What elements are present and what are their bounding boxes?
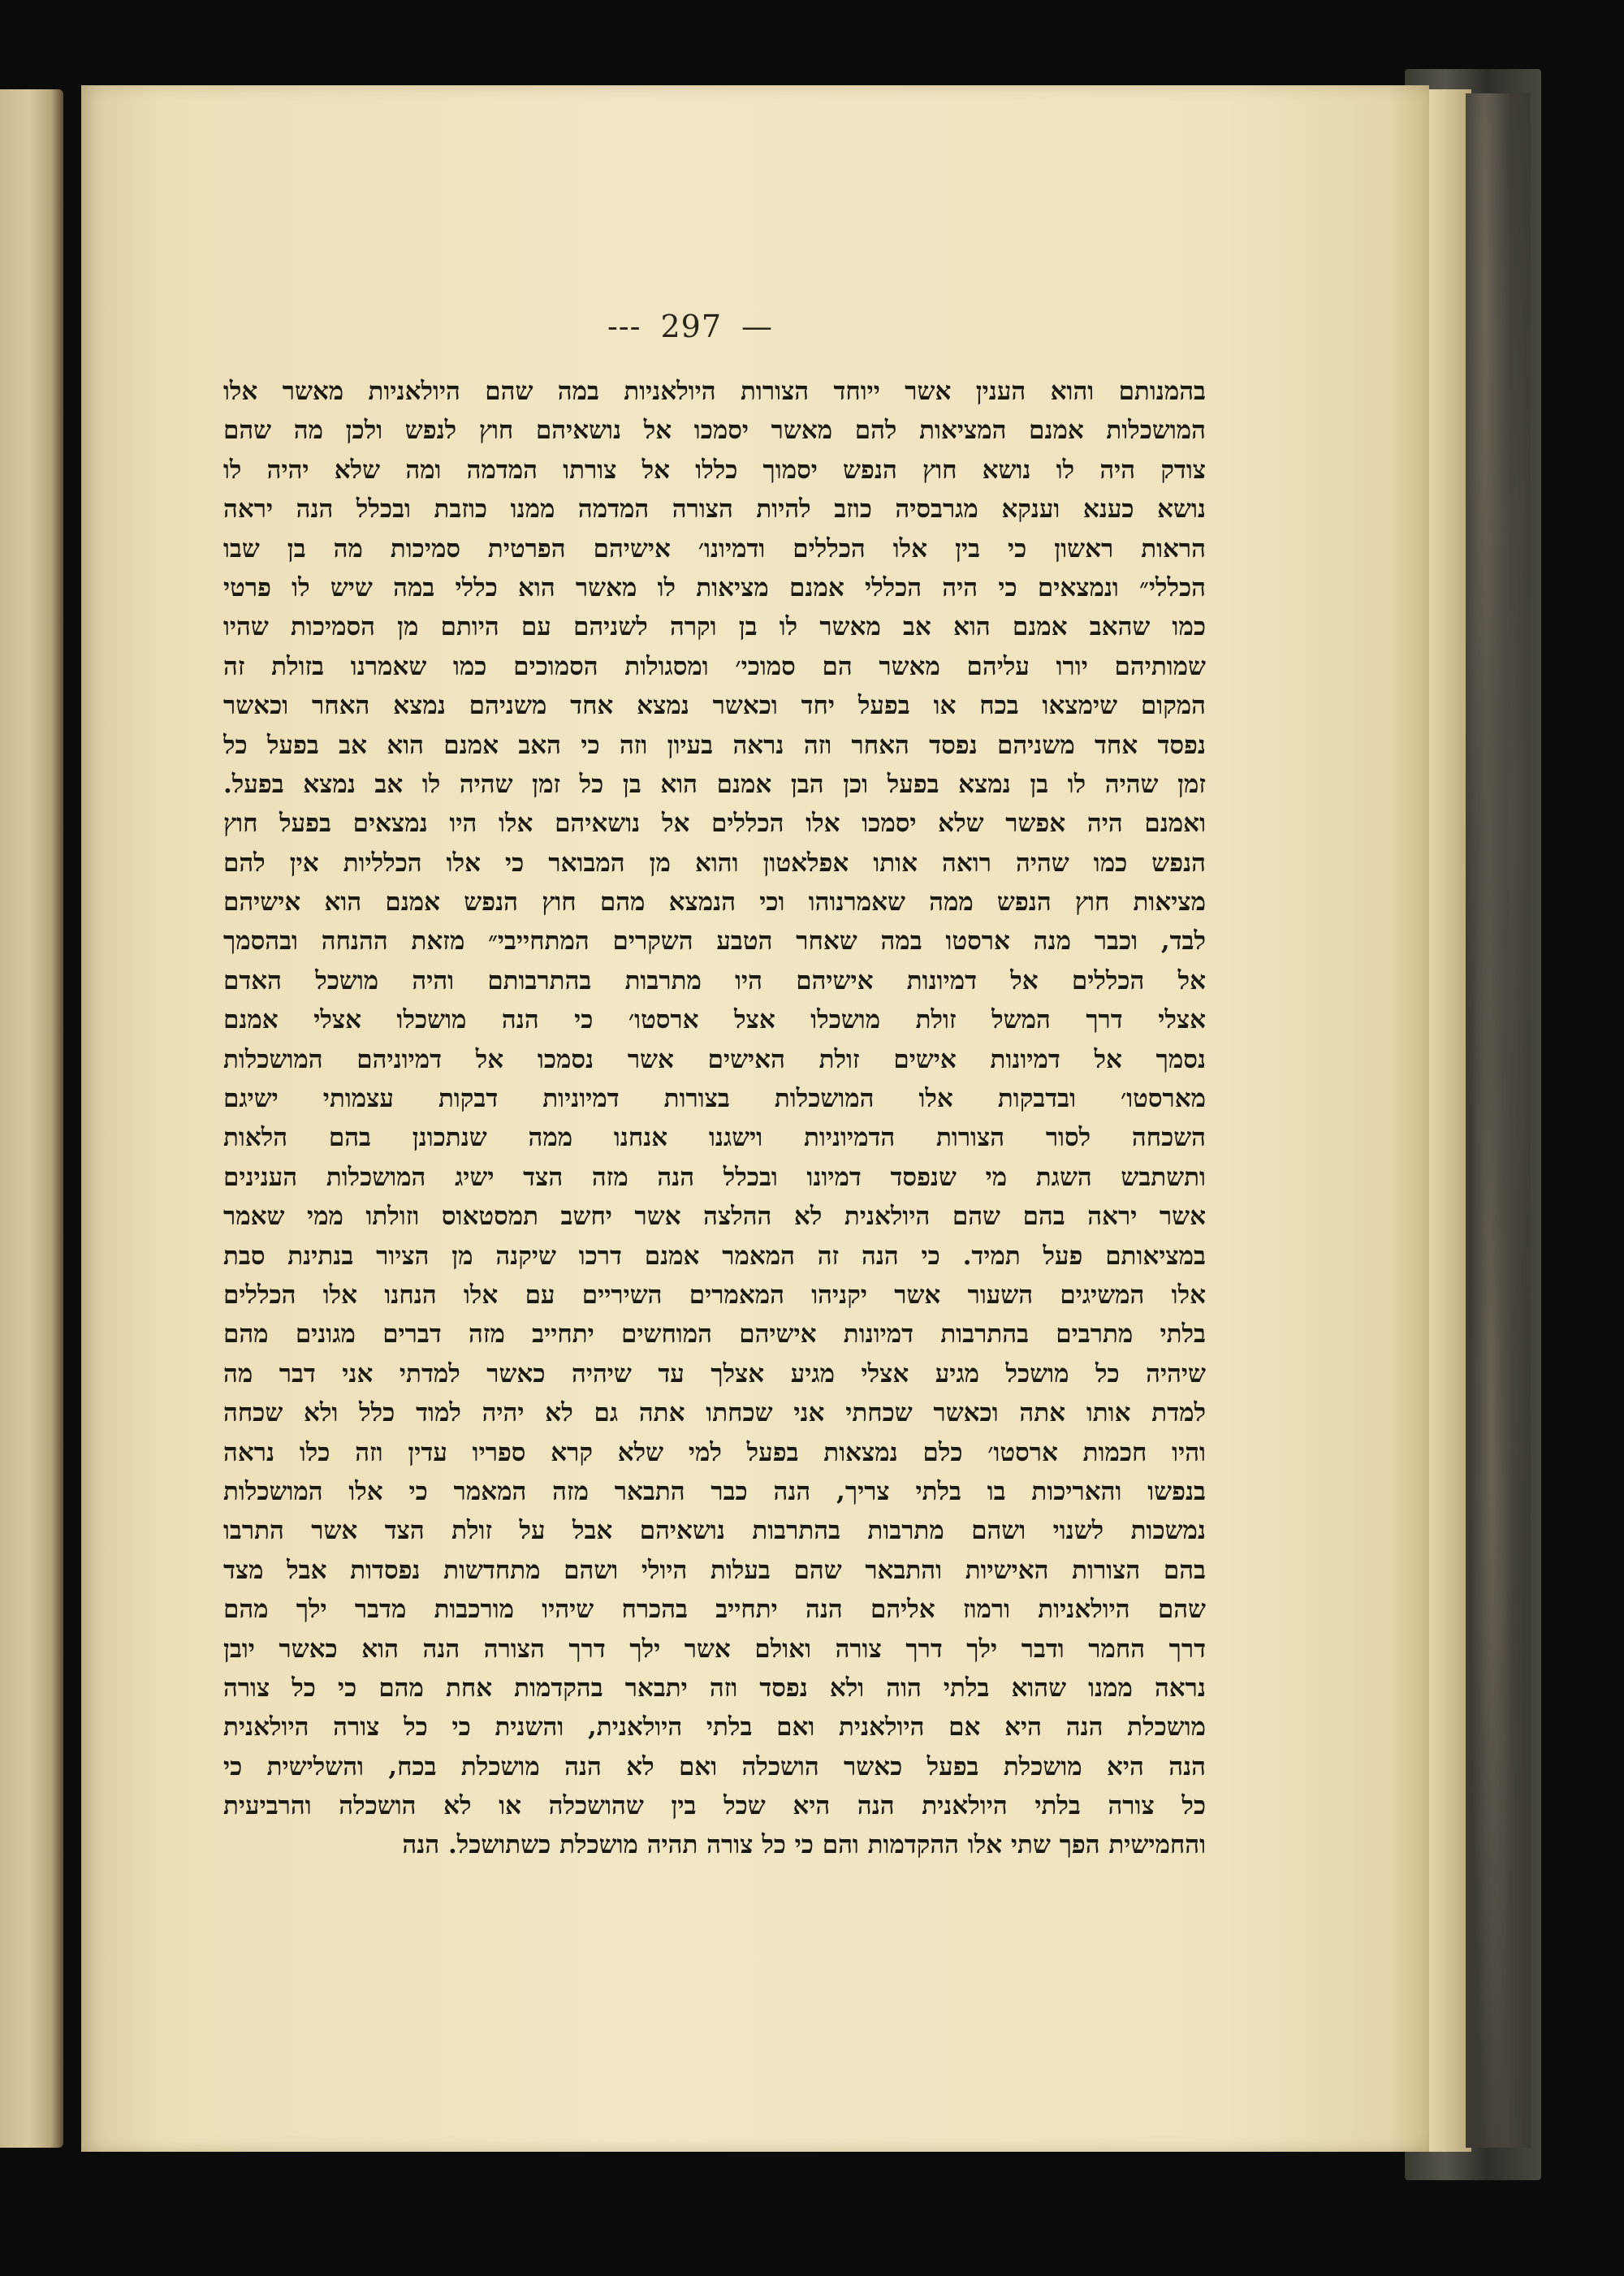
text-line: נסמך אל דמיונות אישים זולת האישים אשר נסמכו אל דמיוניהם המושכלות	[223, 1044, 1206, 1074]
text-line: לבד, וכבר מנה ארסטו במה שאחר הטבע השקרים המתחייבי״ מזאת ההנחה ובהסמך	[223, 926, 1206, 957]
page-number-dash-left: ---	[607, 309, 641, 344]
text-line: שהם היולאניות ורמוז אליהם הנה יתחייב בהכרח שיהיו מורכבות מדבר ילך מהם	[223, 1595, 1206, 1625]
text-line: במציאותם פעל תמיד. כי הנה זה המאמר אמנם דרכו שיקנה מן הציור בנתינת סבת	[223, 1241, 1206, 1271]
text-line: שיהיה כל מושכל מגיע אצלי מגיע אצלך עד שיהיה כאשר למדתי אני דבר מה	[223, 1358, 1206, 1388]
text-line: אל הכללים אל דמיונות אישיהם היו מתרבות בהתרבותם והיה מושכל האדם	[223, 965, 1206, 995]
text-line: כל צורה בלתי היולאנית הנה היא שכל בין שהושכלה או לא הושכלה והרביעית	[223, 1791, 1206, 1821]
previous-page-edge	[0, 89, 63, 2148]
text-line: הכללי״ ונמצאים כי היה הכללי אמנם מציאות לו מאשר הוא כללי במה שיש לו פרטי	[223, 572, 1206, 602]
text-line: המושכלות אמנם המציאות להם מאשר יסמכו אל נושאיהם חוץ לנפש ולכן מה שהם	[223, 416, 1206, 446]
text-line: צודק היה לו נושא חוץ הנפש יסמוך כללו אל צורתו המדמה ומה שלא יהיה לו	[223, 455, 1206, 485]
text-line: אשר יראה בהם שהם היולאנית לא ההלצה אשר יחשב תמסטאוס וזולתו ממי שאמר	[223, 1202, 1206, 1232]
text-line: נמשכות לשנוי ושהם מתרבות בהתרבות נושאיהם אבל על זולת הצד אשר התרבו	[223, 1516, 1206, 1546]
text-line: והיו חכמות ארסטו׳ כלם נמצאות בפעל למי שלא קרא ספריו עדין וזה כלו נראה	[223, 1437, 1206, 1467]
page-number-dash-right: —	[741, 309, 774, 344]
text-line: בלתי מתרבים בהתרבות דמיונות אישיהם המוחשים יתחייב מזה דברים מגונים מהם	[223, 1319, 1206, 1350]
text-line: הנפש כמו שהיה רואה אותו אפלאטון והוא מן המבואר כי אלו הכלליות אין להם	[223, 848, 1206, 878]
text-line: והחמישית הפך שתי אלו ההקדמות והם כי כל צורה תהיה מושכלת כשתושכל. הנה	[402, 1830, 1206, 1860]
text-line: אלו המשיגים השעור אשר יקניהו המאמרים השיריים עם אלו הנחנו אלו הכללים	[223, 1280, 1206, 1310]
text-line: המקום שימצאו בכח או בפעל יחד וכאשר נמצא אחד משניהם נמצא האחר וכאשר	[223, 691, 1206, 721]
text-line: למדת אותו אתה וכאשר שכחתי אני שכחתו אתה גם לא יהיה למוד כלל ולא שכחה	[223, 1398, 1206, 1428]
text-line: השכחה לסור הצורות הדמיוניות וישגנו אנחנו ממה שנתכונן בהם הלאות	[223, 1123, 1206, 1153]
text-line: נראה ממנו שהוא בלתי הוה ולא נפסד וזה יתבאר בהקדמות אחת מהם כי כל צורה	[223, 1673, 1206, 1703]
text-line: דרך החמר ודבר ילך דרך צורה ואולם אשר ילך דרך הצורה הנה הוא כאשר יובן	[223, 1634, 1206, 1664]
page-number: 297	[660, 309, 723, 344]
text-line: מארסטו׳ ובדבקות אלו המושכלות בצורות דמיוניות דבקות עצמותי ישיגם	[223, 1084, 1206, 1114]
text-line: ואמנם היה אפשר שלא יסמכו אלו הכללים אל נושאיהם אלו היו נמצאים בפעל חוץ	[223, 809, 1206, 839]
text-line: בהמנותם והוא הענין אשר ייוחד הצורות היולאניות במה שהם היולאניות מאשר אלו	[223, 377, 1206, 406]
text-line: שמותיהם יורו עליהם מאשר הם סמוכי׳ ומסגולות הסמוכים כמו שאמרנו בזולת זה	[223, 651, 1206, 681]
marbled-endpaper	[1466, 93, 1531, 2148]
page-block-edge	[1423, 89, 1471, 2152]
text-line: הנה היא מושכלת בפעל כאשר הושכלה ואם לא הנה מושכלת בכח, והשלישית כי	[223, 1751, 1206, 1781]
text-line: מושכלת הנה היא אם היולאנית ואם בלתי היולאנית, והשנית כי כל צורה היולאנית	[223, 1712, 1206, 1743]
hebrew-body-text	[223, 372, 1206, 1865]
text-line: בנפשו והאריכות בו בלתי צריך, הנה כבר התבאר מזה המאמר כי אלו המושכלות	[223, 1476, 1206, 1506]
text-line: כמו שהאב אמנם הוא אב מאשר לו בן וקרה לשניהם עם היותם מן הסמיכות שהיו	[223, 612, 1206, 642]
text-line: מציאות חוץ הנפש ממה שאמרנוהו וכי הנמצא מהם חוץ הנפש אמנם הוא אישיהם	[223, 888, 1206, 918]
text-line: אצלי דרך המשל זולת מושכלו אצל ארסטו׳ כי הנה מושכלו אצלי אמנם	[223, 1005, 1206, 1035]
text-line: בהם הצורות האישיות והתבאר שהם בעלות היולי ושהם מתחדשות נפסדות אבל מצד	[223, 1555, 1206, 1585]
text-line: נושא כענא וענקא מגרבסיה כוזב להיות הצורה המדמה ממנו כוזבת ובכלל הנה יראה	[223, 495, 1206, 525]
page-number-header	[0, 309, 1380, 344]
text-line: הראות ראשון כי בין אלו הכללים ודמיונו׳ אישיהם הפרטית סמיכות מה בן שבו	[223, 533, 1206, 564]
text-line: נפסד אחד משניהם נפסד האחר וזה נראה בעיון וזה כי האב אמנם הוא אב בפעל כל	[223, 730, 1206, 760]
text-line: זמן שהיה לו בן נמצא בפעל וכן הבן אמנם הוא בן כל זמן שהיה לו אב נמצא בפעל.	[223, 769, 1206, 799]
text-line: ותשתבש השגת מי שנפסד דמיונו ובכלל הנה מזה הצד ישיג המושכלות הענינים	[223, 1162, 1206, 1192]
